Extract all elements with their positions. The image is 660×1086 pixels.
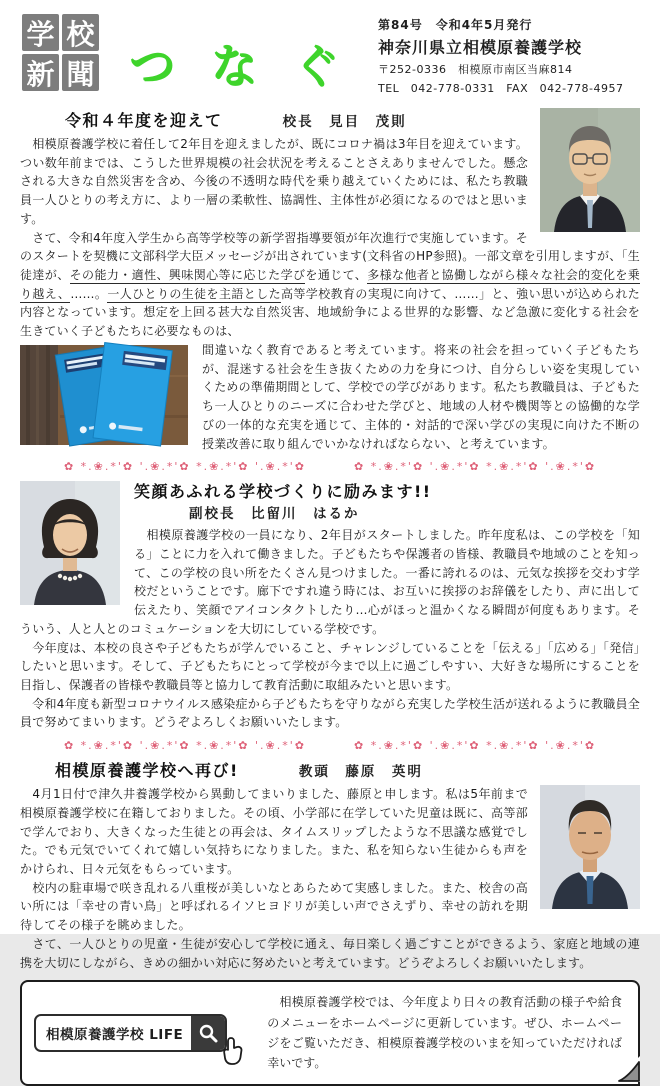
books-photo-image (20, 345, 188, 445)
article-author: 校長 見目 茂則 (282, 114, 407, 130)
article-paragraph: 相模原養護学校の一員になり、2年目がスタートしました。昨年度私は、この学校を「知る」ことに力を入れて働きました。子どもたちや保護者の皆様、教職員や地域のことを知って、この学校の良い所をたくさん見つけました。一番に誇れるのは、元気な挨拶を交わす学校だということです。廊下ですれ違う時には、お互いに挨拶のお辞儀をしたり、声に出して伝えたり、笑顔でアイコンタクトしたり…心がほっと温かくなる瞬間が何度もあります。そういう、人と人とのコミュケーションを大切にしている学校です。 (20, 528, 640, 636)
hand-cursor-icon (221, 1036, 247, 1070)
article-paragraph: 間違いなく教育であると考えています。将来の社会を担っていく子どもたちが、混迷する社会を生き抜くための力を身につけ、自分らしい姿を実現していくための準備期間として、学校での学びがあります。私たち教職員は、子どもたち一人ひとりのニーズに合わせた学びと、地域の人材や機関等との協働的な学びの一体的な充実を通じて、主体的・対話的で深い学びの実現に向けた不断の授業改善に取り組んでいかなければならない、と考えています。 (202, 342, 641, 451)
search-button[interactable] (191, 1016, 225, 1050)
article-paragraph: さて、一人ひとりの児童・生徒が安心して学校に通え、毎日楽しく過ごすことができるよう、家庭と地域の連携を大切にしながら、きめの細かい対応に努めたいと考えています。どうぞよろしくお願いいたします。 (20, 936, 640, 970)
folded-corner-decoration (614, 1056, 640, 1086)
flower-ornament: ✿ *.❀.*'✿ '.❀.*'✿ *.❀.*'✿ '.❀.*'✿ (63, 739, 306, 753)
school-news-logo (22, 14, 99, 91)
head-teacher-photo (540, 785, 640, 909)
vice-principal-portrait-image (20, 481, 120, 605)
article-head-teacher (20, 758, 640, 972)
article-paragraph: 相模原養護学校に着任して2年目を迎えましたが、既にコロナ禍は3年目を迎えています。つい数年前までは、こうした世界規模の社会状況を考えることさえありませんでした。懸念される大きな自然災害を含め、今後の不透明な時代を乗り越えていくためには、私たち教職員一人ひとりの考え方に、より一層の柔軟性、協調性、主体性が必須になるのではと思います。 (20, 137, 528, 226)
head-teacher-portrait-image (540, 785, 640, 909)
principal-photo (540, 108, 640, 232)
flower-separator (20, 460, 640, 473)
logo-char: 学 (22, 14, 59, 51)
article-paragraph: 令和4年度も新型コロナウイルス感染症から子どもたちを守りながら充実した学校生活が送れるように教職員全員で努めてまいります。どうぞよろしくお願いいたします。 (20, 696, 640, 730)
article-vice-principal (20, 479, 640, 732)
flower-ornament: ✿ *.❀.*'✿ '.❀.*'✿ *.❀.*'✿ '.❀.*'✿ (63, 460, 306, 474)
article-paragraph: 4月1日付で津久井養護学校から異動してまいりました、藤原と申します。私は5年前まで相模原養護学校に在籍しておりました。その頃、小学部に在学していた児童は既に、高等部で学んでおり、大きくなった生徒との再会は、タイムスリップしたような不思議な感覚でした。でも元気でいてくれて嬉しい気持ちになりました。また、私を知らない生徒からも声をかけられ、日々元気をもらっています。 (20, 787, 528, 876)
newsletter-title: つなぐ (129, 39, 375, 93)
article-paragraph: さて、令和4年度入学生から高等学校等の新学習指導要領が年次進行で実施しています。そのスタートを契機に文部科学大臣メッセージが出されています(文科省のHP参照)。一部文章を引用しますが、「生徒達が、その能力・適性、興味関心等に応じた学びを通じて、多様な他者と協働しながら様々な社会的変化を乗り越え、……。一人ひとりの生徒を主語とした高等学校教育の実現に向けて、……」と、強い思いが込められた内容となっています。想定を上回る甚大な自然災害、地域紛争による世界的な影響、など急激に変化する社会を生きていく子どもたちに必要なものは、 (20, 230, 640, 339)
logo-char: 校 (62, 14, 99, 51)
article-paragraph: 今年度は、本校の良さや子どもたちが学んでいること、チャレンジしていることを「伝える」「広める」「発信」したいと思います。そして、子どもたちにとって学校が今まで以上に過ごしやすい、大好きな場所にすることを目指し、保護者の皆様や教職員等と協力して教育活動に取組みたいと思います。 (20, 640, 640, 692)
search-query-text: 相模原養護学校 LIFE (46, 1027, 184, 1044)
flower-ornament: ✿ *.❀.*'✿ '.❀.*'✿ *.❀.*'✿ '.❀.*'✿ (354, 739, 597, 753)
homepage-notice-text: 相模原養護学校では、今年度より日々の教育活動の様子や給食のメニューをホームページに更新しています。ぜひ、ホームページをご覧いただき、相模原養護学校のいまを知っていただければ幸いです。 (267, 995, 622, 1071)
flower-ornament: ✿ *.❀.*'✿ '.❀.*'✿ *.❀.*'✿ '.❀.*'✿ (354, 460, 597, 474)
logo-char: 聞 (62, 54, 99, 91)
article-author: 副校長 比留川 はるか (189, 506, 360, 523)
homepage-notice-box (20, 980, 640, 1086)
article-title: 笑顔あふれる学校づくりに励みます!! (134, 482, 432, 502)
masthead (20, 10, 640, 102)
school-address: 〒252-0336 相模原市南区当麻814 (378, 63, 573, 76)
article-title: 相模原養護学校へ再び! (55, 761, 239, 781)
school-name: 神奈川県立相模原養護学校 (378, 38, 583, 57)
article-author: 教頭 藤原 英明 (298, 764, 423, 781)
article-principal (20, 108, 640, 453)
search-box[interactable] (34, 1014, 227, 1052)
publication-info (378, 10, 640, 97)
school-phone: TEL 042-778-0331 FAX 042-778-4957 (378, 81, 624, 95)
article-paragraph: 校内の駐車場で咲き乱れる八重桜が美しいなとあらためて実感しました。また、校舎の高い所には「幸せの青い鳥」と呼ばれるイソヒヨドリが美しい声でさえずり、幸せの訪れを期待してその様子を眺めました。 (20, 880, 528, 933)
curriculum-guideline-books-photo (20, 345, 188, 445)
article-title: 令和４年度を迎えて (65, 111, 223, 130)
magnifier-icon (198, 1023, 218, 1043)
principal-portrait-image (540, 108, 640, 232)
flower-separator (20, 739, 640, 752)
logo-char: 新 (22, 54, 59, 91)
issue-number: 第84号 令和4年5月発行 (378, 18, 533, 32)
vice-principal-photo (20, 481, 120, 605)
